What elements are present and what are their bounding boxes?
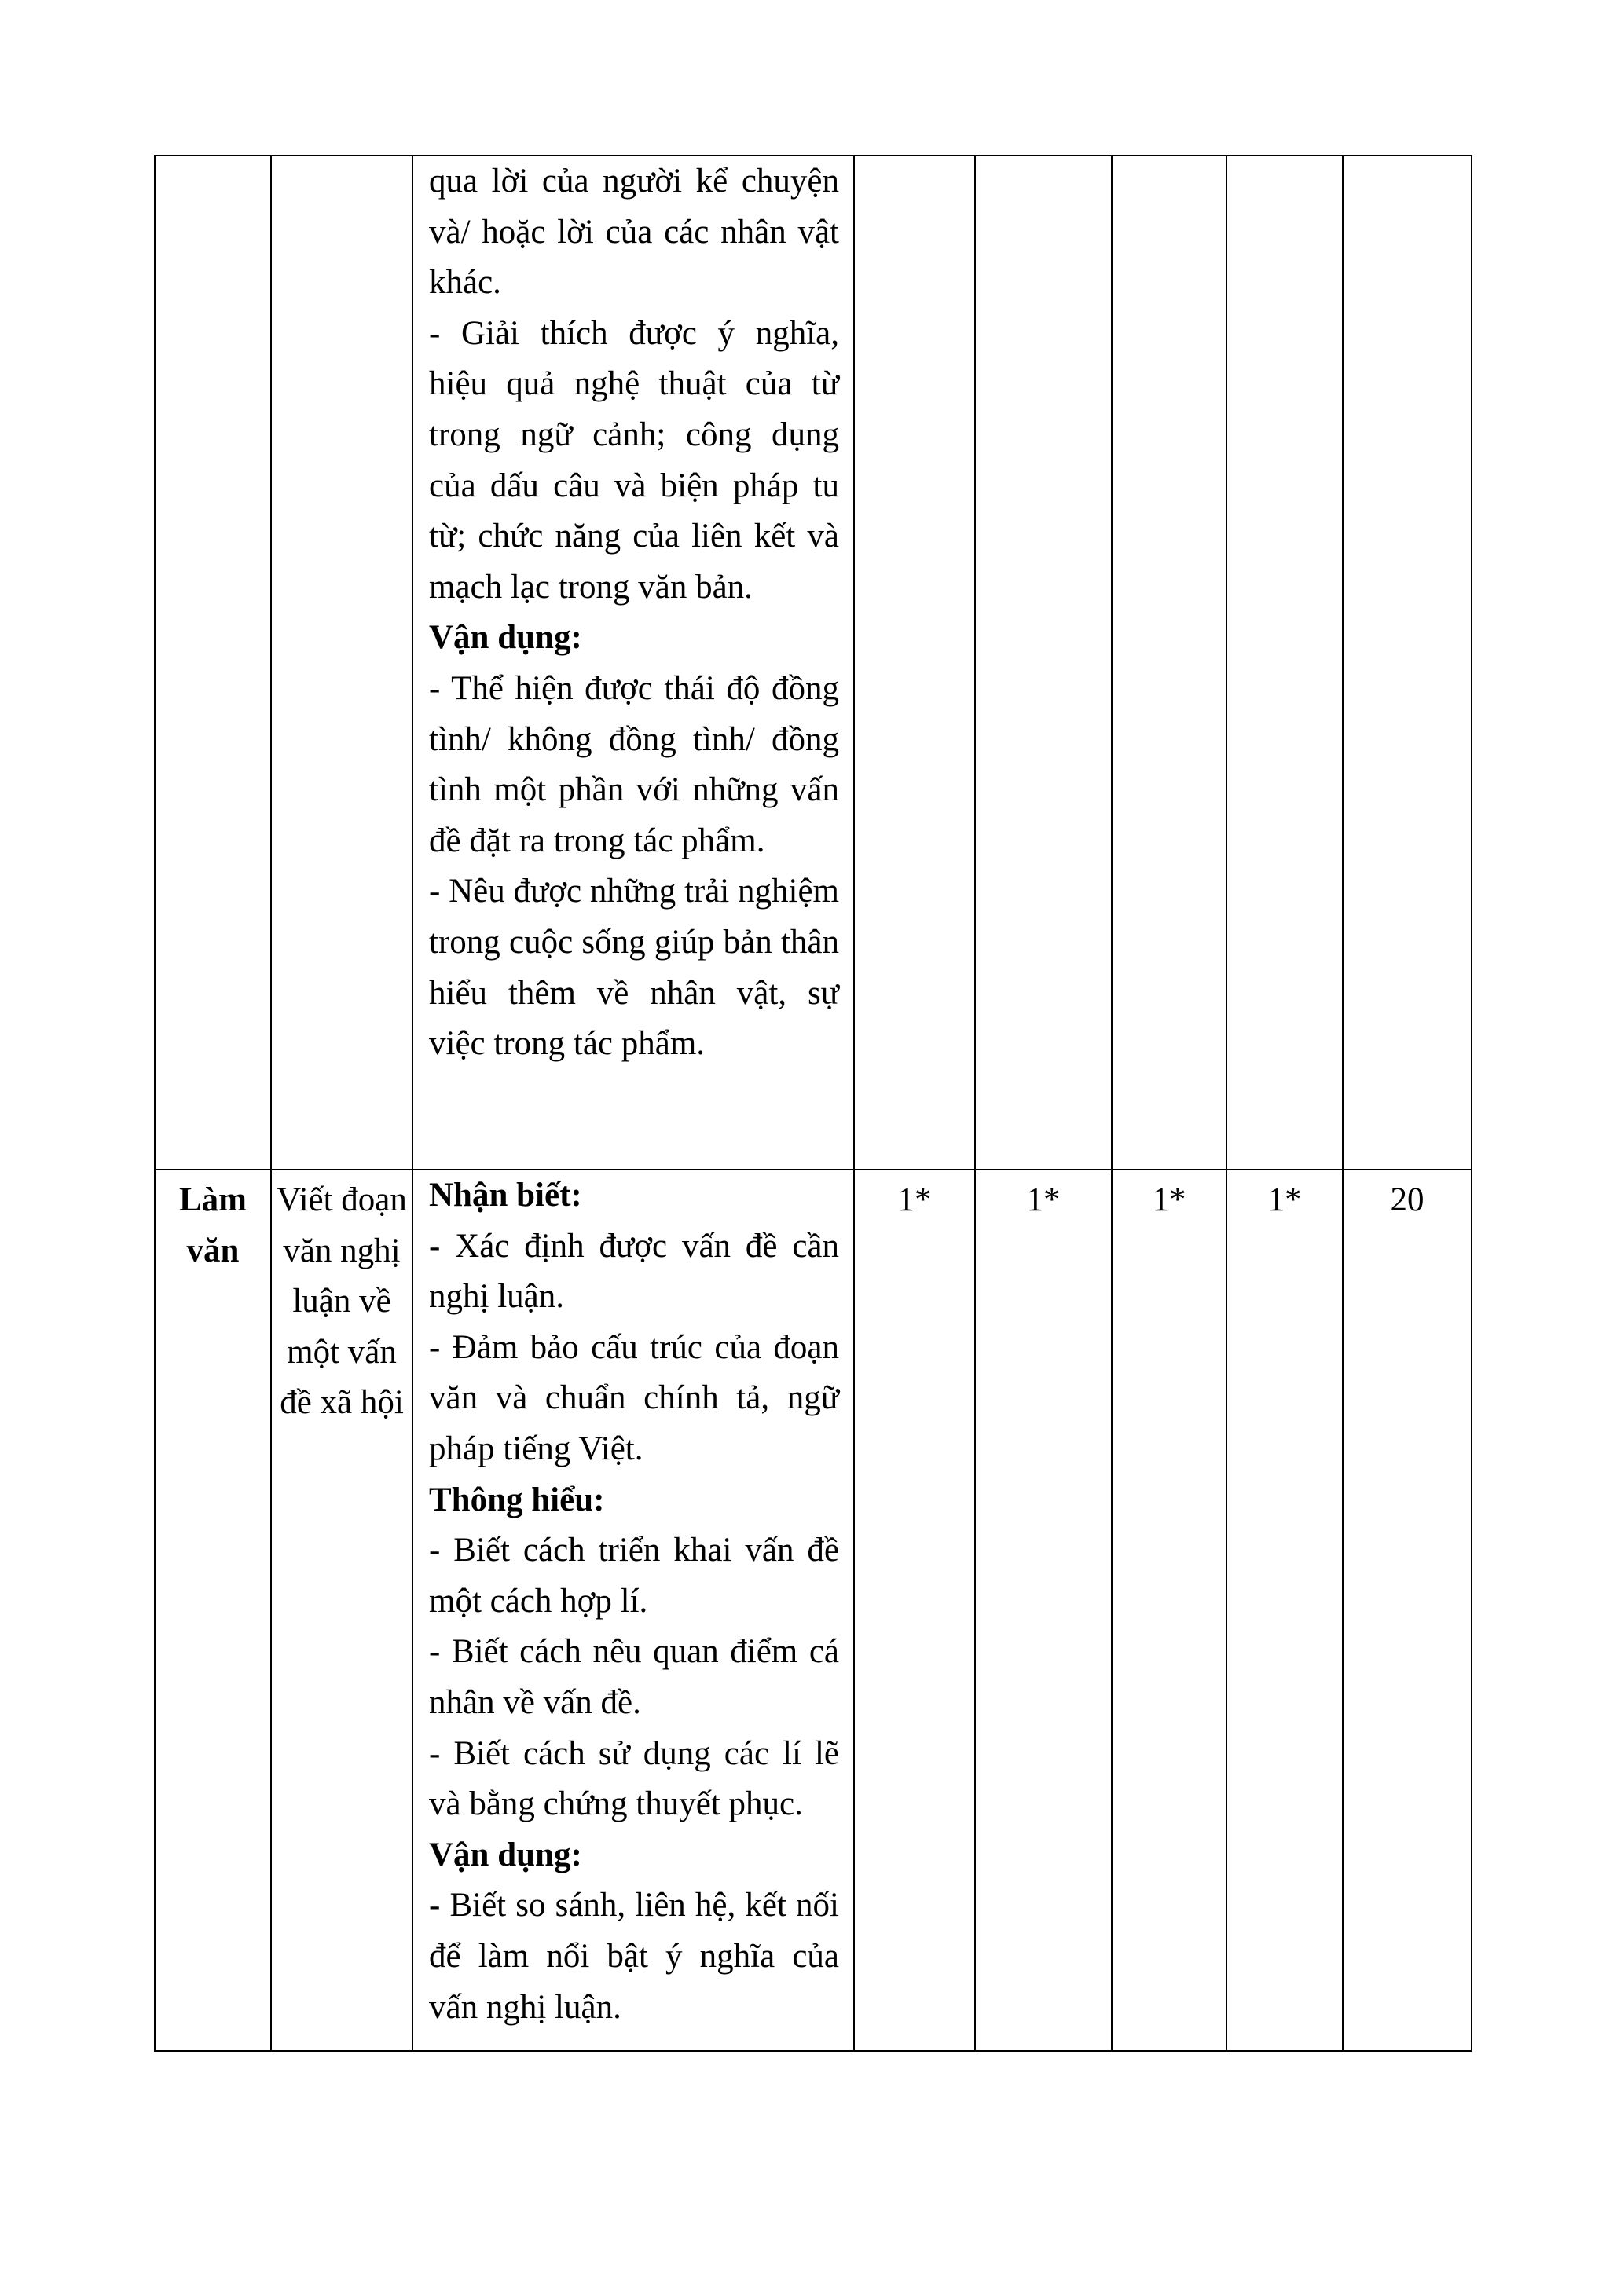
description-cell — [412, 1170, 854, 2051]
count-cell: 20 — [1343, 1170, 1472, 2051]
topic-cell — [271, 156, 412, 1170]
description-line: - Đảm bảo cấu trúc của đoạn văn và chuẩn chính tả, ngữ pháp tiếng Việt. — [429, 1328, 839, 1467]
spec-table — [154, 155, 1472, 2052]
table-row — [155, 156, 1472, 1170]
description-line: - Biết cách nêu quan điểm cá nhân về vấn đề. — [429, 1633, 839, 1721]
count-cell: 1* — [975, 1170, 1112, 2051]
description-line: - Thể hiện được thái độ đồng tình/ không đồng tình/ đồng tình một phần với những vấn đề đặt ra trong tác phẩm. — [429, 669, 839, 859]
count-cell — [1343, 156, 1472, 1170]
description-heading: Thông hiểu: — [429, 1481, 605, 1518]
count-cell — [975, 156, 1112, 1170]
count-cell — [1226, 156, 1343, 1170]
description-heading: Vận dụng: — [429, 619, 582, 657]
table-row — [155, 1170, 1472, 2051]
topic-cell: Viết đoạn văn nghị luận về một vấn đề xã hội — [271, 1170, 412, 2051]
description-line: - Biết so sánh, liên hệ, kết nối để làm nổi bật ý nghĩa của vấn nghị luận. — [429, 1887, 839, 2026]
count-cell — [1112, 156, 1226, 1170]
description-cell — [412, 156, 854, 1170]
description-heading: Nhận biết: — [429, 1177, 582, 1214]
description-line: - Biết cách triển khai vấn đề một cách hợp lí. — [429, 1532, 839, 1620]
description-line: - Nêu được những trải nghiệm trong cuộc sống giúp bản thân hiểu thêm về nhân vật, sự việc trong tác phẩm. — [429, 873, 839, 1063]
description-heading: Vận dụng: — [429, 1836, 582, 1873]
description-line: - Xác định được vấn đề cần nghị luận. — [429, 1227, 839, 1316]
description-line: - Giải thích được ý nghĩa, hiệu quả nghệ thuật của từ trong ngữ cảnh; công dụng của dấu câu và biện pháp tu từ; chức năng của liên kết và mạch lạc trong văn bản. — [429, 314, 839, 606]
description-line: - Biết cách sử dụng các lí lẽ và bằng chứng thuyết phục. — [429, 1734, 839, 1823]
count-cell: 1* — [1112, 1170, 1226, 2051]
section-cell — [155, 156, 271, 1170]
count-cell — [854, 156, 975, 1170]
count-cell: 1* — [1226, 1170, 1343, 2051]
description-line: qua lời của người kể chuyện và/ hoặc lời của các nhân vật khác. — [429, 163, 839, 302]
count-cell: 1* — [854, 1170, 975, 2051]
section-cell: Làm văn — [155, 1170, 271, 2051]
